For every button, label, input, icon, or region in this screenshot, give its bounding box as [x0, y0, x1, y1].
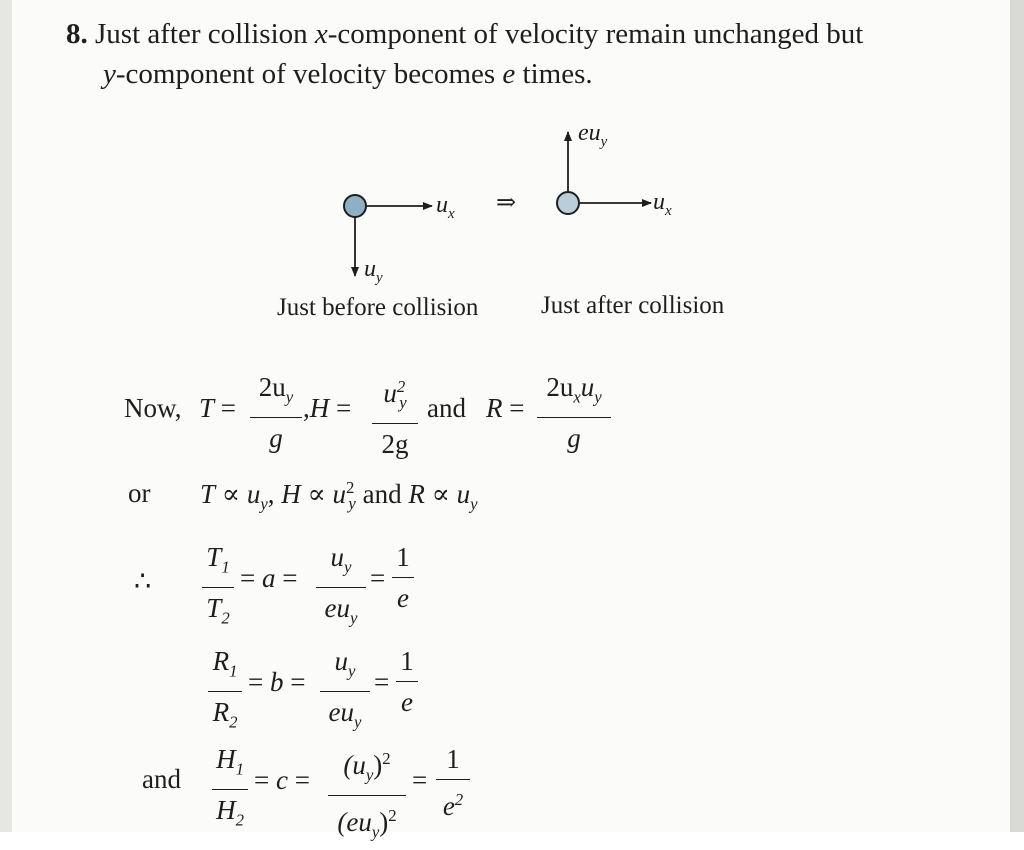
- therefore-symbol: ∴: [134, 566, 152, 596]
- fraction-1-over-e-1: 1 e: [392, 540, 414, 615]
- and-word-2: and: [142, 764, 181, 794]
- question-text: Just after collision: [95, 18, 315, 50]
- caption-after: Just after collision: [541, 292, 725, 319]
- fraction-u-over-eu-1: $u_y$ $eu_y$: [316, 540, 366, 636]
- question-text: times.: [515, 58, 593, 90]
- proportionality-line: $T \propto u_y$, $H \propto u^2_y$ and $R \propto u_y$: [200, 478, 478, 514]
- question-text: -component of velocity remain unchanged but: [327, 18, 864, 50]
- collision-diagram: [0, 0, 1024, 300]
- or-word: or: [128, 478, 151, 508]
- denominator: 2g: [381, 429, 409, 460]
- equals-sign: =: [374, 667, 390, 697]
- fraction-H-ratio: $H_1$ $H_2$: [212, 742, 248, 838]
- numerator: $u^2_y$: [383, 377, 407, 413]
- eq-a: = a =: [240, 563, 298, 593]
- var-e: e: [502, 58, 516, 90]
- fraction-R-ratio: $R_1$ $R_2$: [208, 644, 242, 740]
- label-ux-before: $u_x$: [436, 192, 455, 222]
- numerator: $2u_y$: [258, 372, 294, 407]
- implies-arrow: ⇒: [496, 190, 517, 216]
- eq-H-lhs: ,H =: [303, 393, 352, 423]
- var-x: x: [314, 18, 328, 50]
- fraction-H: [372, 370, 418, 461]
- question-number: 8.: [66, 18, 88, 50]
- fraction-R: [537, 370, 611, 455]
- var-y: y: [103, 58, 116, 90]
- caption-before: Just before collision: [277, 294, 479, 321]
- equals-sign: =: [370, 563, 386, 593]
- fraction-u-over-eu-2: $u_y$ $eu_y$: [320, 644, 370, 740]
- denominator: g: [567, 423, 581, 454]
- fraction-squared-ratio: $(u_y)^2$ $(eu_y)^2$: [328, 742, 406, 850]
- label-ux-after: $u_x$: [653, 189, 672, 219]
- numerator: $2u_xu_y$: [546, 372, 602, 407]
- eq-T-lhs: T =: [199, 393, 237, 423]
- eq-c: = c =: [254, 765, 310, 795]
- eq-R-lhs: R =: [486, 393, 525, 423]
- denominator: g: [269, 423, 283, 454]
- ball-after: [557, 192, 579, 214]
- eq-b: = b =: [248, 667, 306, 697]
- and-word-1: and: [427, 393, 466, 423]
- fraction-T: [250, 370, 302, 455]
- fraction-1-over-e-2: 1 e: [396, 644, 418, 719]
- equals-sign: =: [412, 765, 428, 795]
- fraction-1-over-e-squared: 1 $e^2$: [436, 742, 470, 823]
- now-label: Now,: [124, 393, 182, 423]
- label-euy-after: $eu_y$: [578, 120, 608, 150]
- question-text: -component of velocity becomes: [115, 58, 503, 90]
- ball-before: [344, 195, 366, 217]
- fraction-T-ratio: $T_1$ $T_2$: [202, 540, 234, 636]
- label-uy-before: $u_y$: [364, 256, 383, 286]
